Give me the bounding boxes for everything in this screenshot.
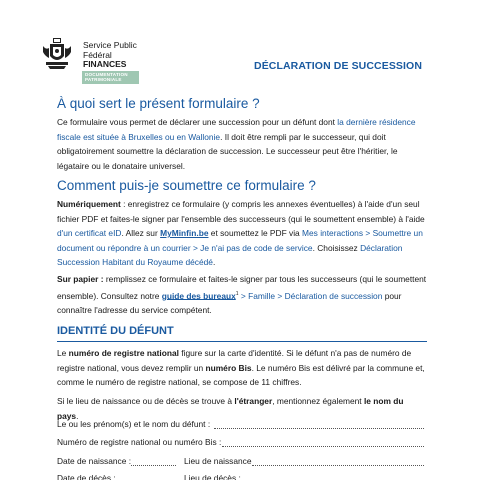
- documentation-badge: [82, 71, 139, 84]
- birth-date-field[interactable]: [131, 465, 176, 466]
- interactions-path-link[interactable]: Mes interactions > Soumettre un document ou répondre à un courrier > Je n'ai pas de code de service: [57, 228, 423, 253]
- org-line-3: FINANCES: [83, 59, 127, 69]
- organization-name: [83, 41, 137, 70]
- succession-choice-link[interactable]: Déclaration Succession Habitant du Royaume décédé: [57, 242, 403, 267]
- paper-paragraph: Sur papier : remplissez ce formulaire et faites-le signer par tous les successeurs (qui le soumettent ensemble). Consultez notre guide des bureaux$^1$ > Famille > Déclaration de succession pour connaître l'adresse du service compétent.: [57, 274, 427, 315]
- identity-section-heading: IDENTITÉ DU DÉFUNT: [57, 325, 174, 337]
- identity-paragraph-2: Si le lieu de naissance ou de décès se trouve à l'étranger, mentionnez également le nom du pays.: [57, 396, 404, 421]
- intro-paragraph: Ce formulaire vous permet de déclarer une succession pour un défunt dont la dernière résidence fiscale est située à Bruxelles ou en Wallonie. Il doit être rempli par le successeur, qui doit obligatoirement soumettre la déclaration de succession. Le successeur peut être l'héritier, le légataire ou le donataire universel.: [57, 117, 416, 171]
- birth-place-label: Lieu de naissance: [184, 456, 252, 466]
- registry-number-label: Numéro de registre national ou numéro Bis :: [57, 437, 222, 447]
- birth-place-field[interactable]: [252, 465, 424, 466]
- badge-line-2: PATRIMONIALE: [85, 77, 122, 83]
- org-line-2: Fédéral: [83, 49, 112, 60]
- residence-link[interactable]: la dernière résidence fiscale est située à Bruxelles ou en Wallonie: [57, 117, 416, 142]
- office-guide-link[interactable]: guide des bureaux: [161, 290, 236, 301]
- eid-certificate-link[interactable]: d'un certificat eID: [57, 228, 122, 238]
- myminfin-link[interactable]: MyMinfin.be: [160, 228, 209, 238]
- submit-heading: Comment puis-je soumettre ce formulaire ?: [57, 178, 316, 193]
- registry-number-field[interactable]: [222, 446, 424, 447]
- deceased-name-field[interactable]: [214, 428, 424, 429]
- numeric-paragraph: Numériquement : enregistrez ce formulaire (y compris les annexes éventuelles) à l'aide d'un seul fichier PDF et faites-le signer par l'ensemble des successeurs (qui le soumettent ensemble) à l'aide d'un certificat eID. Allez sur MyMinfin.be et soumettez le PDF via Mes interactions > Soumettre un document ou répondre à un courrier > Je n'ai pas de code de service. Choisissez Déclaration Succession Habitant du Royaume décédé.: [57, 199, 425, 267]
- birth-date-label: Date de naissance :: [57, 456, 132, 466]
- badge-line-1: DOCUMENTATION: [85, 72, 128, 77]
- identity-paragraph-1: Le numéro de registre national figure sur la carte d'identité. Si le défunt n'a pas de numéro de registre national, vous devez remplir un numéro Bis. Le numéro Bis est délivré par la commune et, comme le numéro de registre national, se compose de 11 chiffres.: [57, 348, 425, 387]
- death-place-label: Lieu de décès :: [184, 473, 241, 480]
- section-divider: [57, 341, 427, 342]
- org-line-1: Service Public: [83, 40, 137, 50]
- guide-path-link[interactable]: > Famille > Déclaration de succession: [238, 290, 383, 301]
- intro-heading: À quoi sert le présent formulaire ?: [57, 96, 260, 111]
- belgian-coat-of-arms-logo: [42, 38, 72, 70]
- document-title: DÉCLARATION DE SUCCESSION: [254, 60, 422, 72]
- death-date-label: Date de décès :: [57, 473, 116, 480]
- deceased-name-label: Le ou les prénom(s) et le nom du défunt :: [57, 419, 211, 429]
